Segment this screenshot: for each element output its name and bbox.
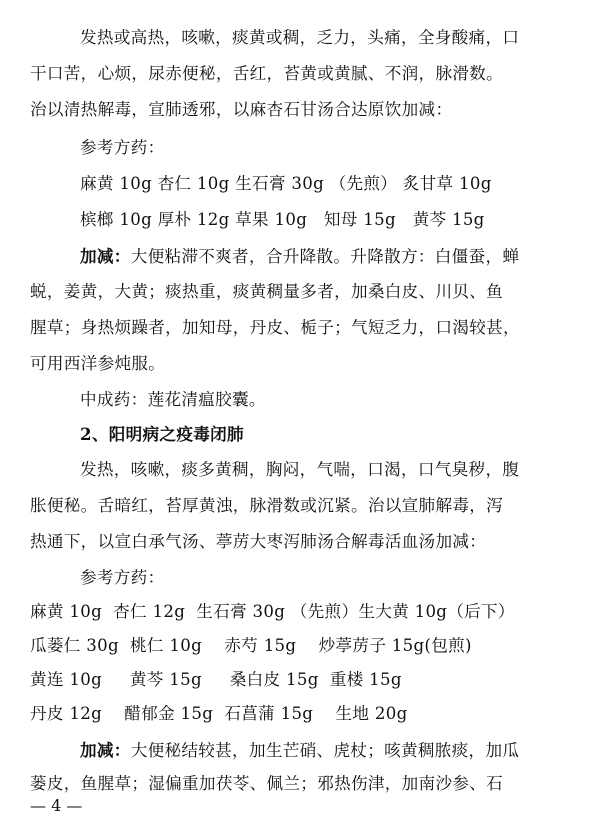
s1-prescription-line-2: 槟榔 10g 厚朴 12g 草果 10g 知母 15g 黄芩 15g (80, 210, 485, 229)
s1-modification-line-4: 可用西洋参炖服。 (30, 354, 166, 373)
s2-heading: 2、阳明病之疫毒闭肺 (80, 424, 244, 444)
s1-symptoms-line-3: 治以清热解毒，宣肺透邪，以麻杏石甘汤合达原饮加减： (30, 100, 453, 119)
s2-prescription-line-3: 黄连 10g 黄芩 15g 桑白皮 15g 重楼 15g (30, 670, 402, 689)
s1-patent-medicine: 中成药：莲花清瘟胶囊。 (80, 390, 266, 409)
s1-prescription-line-1: 麻黄 10g 杏仁 10g 生石膏 30g （先煎） 炙甘草 10g (80, 174, 492, 193)
s2-prescription-line-2: 瓜蒌仁 30g 桃仁 10g 赤芍 15g 炒葶苈子 15g(包煎) (30, 636, 472, 655)
s1-prescription-label: 参考方药： (80, 138, 165, 157)
s1-modification-text-1: 大便粘滞不爽者，合升降散。升降散方：白僵蚕，蝉 (130, 247, 520, 266)
s1-modification-line-2: 蜕，姜黄，大黄；痰热重，痰黄稠量多者，加桑白皮、川贝、鱼 (30, 282, 504, 301)
s1-modification-label: 加减： (80, 246, 131, 266)
s2-modification-line-2: 蒌皮，鱼腥草；湿偏重加茯苓、佩兰；邪热伤津，加南沙参、石 (30, 774, 504, 793)
s1-symptoms-line-1: 发热或高热，咳嗽，痰黄或稠，乏力，头痛，全身酸痛，口 (80, 28, 520, 47)
s2-prescription-label: 参考方药： (80, 568, 165, 587)
s1-modification-line-1 (80, 246, 519, 267)
s2-symptoms-line-3: 热通下，以宣白承气汤、葶苈大枣泻肺汤合解毒活血汤加减： (30, 532, 487, 551)
s1-modification-line-3: 腥草；身热烦躁者，加知母，丹皮、栀子；气短乏力，口渴较甚， (30, 318, 520, 337)
s2-symptoms-line-1: 发热，咳嗽，痰多黄稠，胸闷，气喘，口渴，口气臭秽，腹 (80, 460, 520, 479)
s2-prescription-line-4: 丹皮 12g 醋郁金 15g 石菖蒲 15g 生地 20g (30, 704, 408, 723)
s2-modification-text-1: 大便秘结较甚，加生芒硝、虎杖；咳黄稠脓痰，加瓜 (130, 741, 520, 760)
s2-modification-label: 加减： (80, 740, 131, 760)
page-number: — 4 — (30, 796, 83, 815)
s2-symptoms-line-2: 胀便秘。舌暗红，苔厚黄浊，脉滑数或沉紧。治以宣肺解毒，泻 (30, 496, 504, 515)
s2-prescription-line-1: 麻黄 10g 杏仁 12g 生石膏 30g （先煎）生大黄 10g（后下） (30, 602, 515, 621)
s1-symptoms-line-2: 干口苦，心烦，尿赤便秘，舌红，苔黄或黄腻、不润，脉滑数。 (30, 64, 504, 83)
s2-modification-line-1 (80, 740, 519, 761)
